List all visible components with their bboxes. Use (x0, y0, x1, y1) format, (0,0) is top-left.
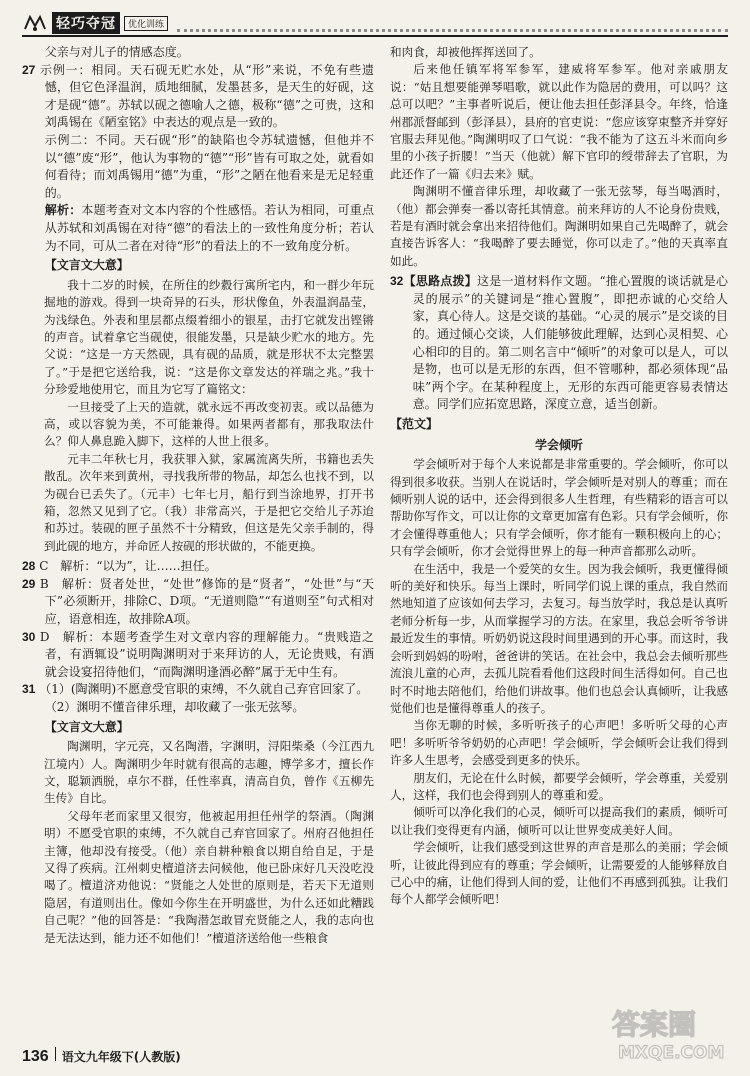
page-footer (22, 1047, 181, 1066)
section-title: 【文言文大意】 (44, 258, 129, 273)
tip-label: 【思路点拨】 (403, 274, 478, 289)
answer-29 (22, 576, 374, 629)
brand-name: 轻巧夺冠 (52, 12, 120, 34)
translation-paragraph: 父母年老而家里又很穷，他被起用担任州学的祭酒。（陶渊明）不愿受官职的束缚，不久就自己弃官回家了。州府召他担任主簿，他却没有接受。（他）亲自耕种粮食以期自给自足，于是又得了疾病。江州刺史檀道济去问候他，他已卧床好几天没吃没喝了。檀道济劝他说：“贤能之人处世的原则是，若天下无道则隐居，有道则出仕。像如今你生在开明盛世，为什么还如此糟践自己呢？”他的回答是：“我陶潜怎敢冒充贤能之人，我的志向也是无法达到，能力还不如他们！”檀道济送给他一些粮食 (44, 808, 374, 945)
translation-block (390, 44, 728, 270)
translation-paragraph: 陶渊明，字元亮，又名陶潜，字渊明，浔阳柴桑（今江西九江境内）人。陶渊明少年时就有很高的志趣，博学多才，擅长作文，聪颖洒脱，卓尔不群，任性率真，清高自负，曾作《五柳先生传》自比。 (44, 739, 374, 806)
answer-text: 示例二：不同。天石砚“形”的缺陷也令苏轼遗憾，但他并不以“德”废“形”，他认为事物的“德”“形”皆有可取之处，就看如何看待；而刘禹锡用“德”为重，“形”之陋在他看来是无足轻重的。 (44, 132, 374, 200)
answer-text: B 解析：贤者处世，“处世”修饰的是“贤者”，“处世”与“天下”必须断开，排除C、D项。“无道则隐”“有道则至”句式相对应，语意相连，故排除A项。 (39, 576, 374, 626)
translation-paragraph: 陶渊明不懂音律乐理，却收藏了一张无弦琴，每当喝酒时，（他）都会弹奏一番以寄托其情意。前来拜访的人不论身份贵贱，若是有酒时就会拿出来招待他们。陶渊明如果自己先喝醉了，就会直接告诉客人：“我喝醉了要去睡觉，你可以走了。”他的天真率直如此。 (390, 184, 728, 268)
question-number: 32 (390, 274, 404, 289)
answer-27 (22, 62, 374, 132)
brand (22, 12, 168, 34)
translation-paragraph: 和肉食，却被他挥挥送回了。 (390, 45, 541, 59)
section-title: 【范文】 (390, 417, 439, 432)
section-title: 【文言文大意】 (44, 719, 129, 734)
analysis-text: 本题考查对文本内容的个性感悟。若认为相同，可重点从苏轼和刘禹锡在对待“德”的看法上的一致性角度分析；若认为不同，可从二者在对待“形”的看法上的不一致角度分析。 (44, 203, 374, 253)
answer-32 (390, 273, 728, 414)
question-number: 29 (22, 576, 36, 591)
brand-subtitle: 优化训练 (124, 16, 168, 31)
page-number: 136 (22, 1048, 49, 1065)
essay-paragraph: 朋友们，无论在什么时候，都要学会倾听，学会尊重，关爱别人，这样，我们也会得到别人的尊重和爱。 (390, 770, 728, 802)
translation-block (22, 738, 374, 947)
essay-body (390, 456, 728, 909)
translation-paragraph: 一旦接受了上天的造就，就永远不再改变初衷。或以品德为高，或以容貌为美，不可能兼得。如果两者都有，那我取法什么？仰人鼻息跪入脚下，这样的人世上很多。 (44, 399, 374, 449)
watermark-logo (604, 1000, 736, 1066)
question-number: 31 (22, 682, 36, 697)
essay-paragraph: 当你无聊的时候，多听听孩子的心声吧！多听听父母的心声吧！多听听爷爷奶奶的心声吧！学会倾听，学会倾听会让我们得到许多人生思考，会感受到更多的快乐。 (390, 718, 728, 768)
answer-text: （1）(陶渊明)不愿意受官职的束缚，不久就自己弃官回家了。 (39, 682, 369, 697)
analysis (22, 202, 374, 255)
right-column (390, 44, 728, 909)
question-number: 27 (22, 62, 36, 77)
translation-paragraph: 我十二岁的时候，在所住的纱縠行寓所宅内，和一群少年玩掘地的游戏。得到一块奇异的石头，形状像鱼，外表温润晶莹，为浅绿色。外表和里层都点缀着细小的银星，击打它就发出铿锵的声音。试着拿它当砚使，很能发墨，只是缺少贮水的地方。先父说：“这是一方天然砚，具有砚的品质，就是形状不太完整罢了。”于是把它送给我，说：“这是你文章发达的祥瑞之兆。”我十分珍爱地使用它，而且为它写了篇铭文： (44, 277, 374, 397)
essay-title: 学会倾听 (534, 437, 583, 452)
essay-paragraph: 在生活中，我是一个爱笑的女生。因为我会倾听，我更懂得倾听的美好和快乐。每当上课时，听同学们说上课的重点，我自然而然地知道了应该如何去学习，去复习。每当放学时，我总是认真听老师分析每一步，从而掌握学习的方法。在家里，我总会听爷爷讲最近发生的事情。听奶奶说这段时间里遇到的开心事。而这时，我会听到妈妈的吩咐，爸爸讲的笑话。在社会中，我总会去倾听那些流浪儿童的心声，去孤儿院看看他们这段时间生活得如何。自己也时不时地去陪他们，给他们讲故事。他们也总会认真倾听，让我感觉他们也是懂得尊重人的孩子。 (390, 561, 728, 715)
translation-paragraph: 元丰二年秋七月，我获罪入狱，家属流离失所，书籍也丢失散乱。次年来到黄州，寻找我所带的物品，却怎么也找不到，以为砚台已丢失了。（元丰）七年七月，船行到当涂地界，打开书箱，忽然又见到了它。（我）非常高兴，于是把它交给儿子苏迨和苏过。装砚的匣子虽然不十分精致，但这是先父亲手制的，得到此砚的地方，并命匠人按砚的形状做的，不能更换。 (44, 451, 374, 553)
answer-text: 示例一：相同。天石砚无贮水处，从“形”来说，不免有些遗憾，但它色泽温润，质地细腻，发墨甚多，是天生的好砚，这才是砚“德”。苏轼以砚之德喻人之德，极称“德”之可贵，这和刘禹锡在《陋室铭》中表达的观点是一致的。 (40, 62, 374, 130)
answer-text: 父亲与对儿子的情感态度。 (44, 45, 189, 59)
answer-text: （2）渊明不懂音律乐理，却收藏了一张无弦琴。 (44, 699, 305, 714)
answer-28 (22, 558, 374, 576)
translation-paragraph: 后来他任镇军将军参军，建威将军参军。他对亲戚朋友说：“姑且想要能弹琴唱歌，就以此作为隐居的费用，可以吗？这总可以吧？”主事者听说后，便让他去担任彭泽县令。年终，恰逢州郡派督邮到（彭泽县），县府的官吏说：“您应该穿束整齐并穿好官服去拜见他。”陶渊明叹了口气说：“我不能为了这五斗米而向乡里的小孩子折腰！”当天（他就）解下官印的绶带辞去了官职，为此还作了一篇《归去来》赋。 (390, 62, 728, 181)
question-number: 28 (22, 559, 36, 574)
watermark-domain: MXQE.COM (618, 1043, 725, 1063)
brand-logo-icon (22, 14, 48, 32)
essay-paragraph: 倾听可以净化我们的心灵，倾听可以提高我们的素质，倾听可以让我们变得更有内涵，倾听可以让世界变成美好人间。 (390, 805, 728, 837)
essay-paragraph: 学会倾听对于每个人来说都是非常重要的。学会倾听，你可以得到很多收获。当别人在说话时，学会倾听是对别人的尊重；而在倾听别人说的话中，还会得到很多人生哲理，有些精彩的语言可以帮助你写作文，可以让你的文章更加富有色彩。只有学会倾听，你才会懂得尊重他人；只有学会倾听，你才能有一颗积极向上的心；只有学会倾听，你才会觉得世界上的每一种声音都那么动听。 (390, 457, 728, 559)
answer-text: 这是一道材料作文题。“推心置腹的谈话就是心灵的展示”的关键词是“推心置腹”，即把赤诚的心交给人家，真心待人。这是交谈的基础。“心灵的展示”是交谈的目的。通过倾心交谈，人们能够彼此理解，达到心灵相契、心心相印的目的。第二则名言中“倾听”的对象可以是人，可以是物，也可以是无形的东西，但不管哪种，都必须体现“品味”两个字。在某种程度上，无形的东西可能更容易表情达意。同学们应拓宽思路，深度立意，适当创新。 (412, 274, 728, 412)
answer-text: C 解析：“以为”，让……担任。 (39, 559, 217, 574)
answer-31 (22, 681, 374, 699)
essay-paragraph: 学会倾听，让我们感受到这世界的声音是那么的美丽；学会倾听，让彼此得到应有的尊重；学会倾听，让需要爱的人能够释放自己心中的痛，让他们得到人间的爱，让他们不再感到孤独。让我们每个人都学会倾听吧！ (390, 840, 728, 907)
answer-text: D 解析：本题考查学生对文章内容的理解能力。“贵贱造之者，有酒辄设”说明陶渊明对于来拜访的人，无论贵贱，有酒就会设宴招待他们，“而陶渊明逢酒必醉”属于无中生有。 (39, 629, 374, 679)
question-number: 30 (22, 629, 36, 644)
book-title: 语文九年级下(人教版) (61, 1050, 181, 1064)
translation-block (22, 277, 374, 556)
header-rule (22, 35, 728, 37)
answer-30 (22, 629, 374, 682)
analysis-label: 解析： (44, 203, 82, 218)
left-column (22, 44, 374, 947)
watermark-text: 答案圈 (612, 1008, 697, 1041)
footer-separator (55, 1047, 56, 1061)
header-dotted-rule (177, 29, 728, 32)
page-header (22, 10, 728, 32)
